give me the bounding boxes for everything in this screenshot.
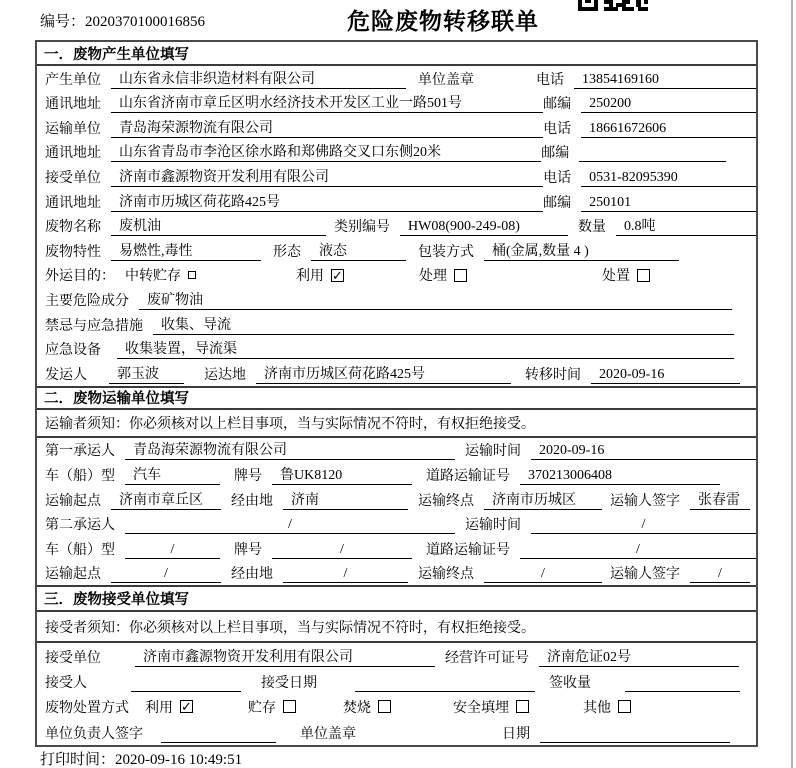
signed-amount-value [625,673,740,692]
recipient-label: 接受人 [45,676,87,692]
disposal-option-storage-label: 贮存 [248,700,276,716]
checkbox-use-checked-icon: ✓ [181,699,192,715]
producer-label: 产生单位 [45,72,101,88]
zip-label: 邮编 [543,97,572,113]
disposal-option-storage [248,697,296,717]
category-label: 类别编号 [334,220,390,236]
transfer-time-value: 2020-09-16 [591,365,740,384]
waste-name-value: 废机油 [111,217,326,236]
carrier1-vehicle-value: 汽车 [125,466,220,485]
row-producer-address [37,91,756,116]
purpose-label: 外运目的： [45,269,115,285]
qr-code-icon [578,0,648,11]
checkbox-treatment-icon [454,269,467,282]
characteristics-label: 废物特性 [45,244,101,260]
transporter-value: 青岛海荣源物流有限公司 [111,119,543,138]
transporter-phone-value: 18661672606 [581,119,756,138]
receiver-notice: 接受者须知：你必须核对以上栏目事项，当与实际情况不符时，有权拒绝接受。 [37,612,756,643]
receiver-zip-value: 250101 [581,193,756,212]
purpose-option-use [296,265,344,285]
purpose-option-disposal-label: 处置 [602,269,630,285]
shipper-value: 郭玉波 [109,365,184,384]
date-label: 日期 [502,726,530,742]
checkbox-incinerate-icon [378,700,391,713]
carrier1-time-value: 2020-09-16 [531,441,756,460]
transporter-label: 运输单位 [45,121,101,137]
zip-label: 邮编 [543,195,572,211]
carrier1-sign-value: 张春雷 [690,491,750,510]
packaging-value: 桶(金属,数量 4 ) [484,242,679,261]
accepting-unit-label: 接受单位 [45,650,101,666]
disposal-option-landfill [453,697,529,717]
disposal-option-other [583,697,631,717]
carrier2-permit-value: / [520,540,756,559]
row-carrier1-vehicle [37,462,756,487]
license-label: 经营许可证号 [445,650,529,666]
manifest-form [35,40,758,747]
end-label: 运输终点 [418,567,474,583]
destination-value: 济南市历城区荷花路425号 [256,365,511,384]
section3-header: 三．废物接受单位填写 [37,585,756,612]
quantity-value: 0.8吨 [616,217,756,236]
row-transporter [37,115,756,140]
end-label: 运输终点 [418,493,474,509]
transporter-notice: 运输者须知：你必须核对以上栏目事项，当与实际情况不符时，有权拒绝接受。 [37,410,756,438]
row-disposal-method [37,694,756,719]
row-carrier2-vehicle [37,536,756,561]
license-value: 济南危证02号 [539,648,739,667]
receiver-label: 接受单位 [45,170,101,186]
carrier1-origin-value: 济南市章丘区 [111,491,221,510]
form-value: 液态 [311,242,406,261]
accept-date-value [355,673,535,692]
carrier2-via-value: / [283,564,408,583]
carrier1-label: 第一承运人 [45,444,115,460]
purpose-option-disposal [602,265,650,285]
page-right-edge [791,0,793,768]
row-carrier2 [37,512,756,537]
phone-label: 电话 [543,121,572,137]
doc-number-value: 2020370100016856 [85,14,206,30]
purpose-option-storage [125,265,196,285]
hazard-label: 主要危险成分 [45,293,129,309]
producer-zip-value: 250200 [581,94,756,113]
address-label: 通讯地址 [45,146,101,162]
row-hazard [37,287,756,312]
form-label: 形态 [273,244,301,260]
doc-number-label: 编号： [40,14,86,30]
plate-label: 牌号 [234,468,262,484]
date-value [540,724,730,743]
print-time [40,748,242,768]
carrier1-via-value: 济南 [283,491,408,510]
row-waste-characteristics [37,238,756,263]
carrier1-plate-value: 鲁UK8120 [272,466,412,485]
waste-name-label: 废物名称 [45,220,101,236]
shipper-label: 发运人 [45,367,87,383]
purpose-option-use-label: 利用 [296,269,324,285]
equipment-value: 收集装置，导流渠 [117,340,734,359]
manager-sign-label: 单位负责人签字 [45,726,143,742]
row-carrier2-route [37,561,756,586]
transport-time-label: 运输时间 [465,444,521,460]
carrier1-value: 青岛海荣源物流有限公司 [125,441,455,460]
disposal-option-incinerate-label: 焚烧 [343,700,371,716]
disposal-option-use-label: 利用 [145,700,173,716]
row-transporter-address [37,140,756,165]
disposal-method-label: 废物处置方式 [45,700,129,716]
unit-seal-label: 单位盖章 [418,72,474,88]
manager-sign-value [161,724,276,743]
producer-value: 山东省永信非织造材料有限公司 [111,70,406,89]
transport-time-label: 运输时间 [465,518,521,534]
accept-date-label: 接受日期 [261,676,317,692]
carrier2-sign-value: / [690,564,750,583]
checkbox-disposal-icon [637,269,650,282]
quantity-label: 数量 [578,220,606,236]
carrier2-vehicle-value: / [125,540,220,559]
checkbox-storage-icon [188,271,196,279]
row-equipment [37,337,756,362]
receiver-address-value: 济南市历城区荷花路425号 [111,193,543,212]
checkbox-storage-icon [283,700,296,713]
row-purpose [37,263,756,288]
disposal-option-use [145,697,193,717]
signed-amount-label: 签收量 [549,676,591,692]
vehicle-type-label: 车（船）型 [45,542,115,558]
row-manager-sign [37,719,756,744]
row-shipper [37,361,756,386]
destination-label: 运达地 [204,367,246,383]
via-label: 经由地 [231,567,273,583]
producer-phone-value: 13854169160 [574,70,756,89]
section1-header: 一．废物产生单位填写 [37,42,756,66]
phone-label: 电话 [543,170,572,186]
row-accepting-unit [37,643,756,668]
receiver-value: 济南市鑫源物资开发利用有限公司 [111,168,543,187]
row-receiver [37,164,756,189]
purpose-option-treatment-label: 处理 [419,269,447,285]
transporter-sign-label: 运输人签字 [610,567,680,583]
zip-label: 邮编 [541,146,570,162]
row-receiver-address [37,189,756,214]
carrier2-plate-value: / [272,540,412,559]
purpose-option-treatment [419,265,467,285]
transporter-address-value: 山东省青岛市李沧区徐水路和郑佛路交叉口东侧20米 [111,143,541,162]
transporter-sign-label: 运输人签字 [610,493,680,509]
checkbox-use-checked-icon: ✓ [332,267,343,283]
accepting-unit-value: 济南市鑫源物资开发利用有限公司 [135,648,435,667]
carrier1-end-value: 济南市历城区 [484,491,602,510]
hazard-value: 废矿物油 [139,291,732,310]
print-time-label: 打印时间： [40,752,116,768]
emergency-value: 收集、导流 [153,316,734,335]
plate-label: 牌号 [234,542,262,558]
unit-seal-label: 单位盖章 [300,726,356,742]
via-label: 经由地 [231,493,273,509]
page-title: 危险废物转移联单 [347,8,539,34]
disposal-option-other-label: 其他 [583,700,611,716]
carrier2-time-value: / [531,515,756,534]
address-label: 通讯地址 [45,195,101,211]
characteristics-value: 易燃性,毒性 [111,242,261,261]
transfer-time-label: 转移时间 [525,367,581,383]
disposal-option-landfill-label: 安全填埋 [453,700,509,716]
vehicle-type-label: 车（船）型 [45,468,115,484]
row-recipient [37,669,756,694]
carrier2-end-value: / [484,564,602,583]
row-waste-name [37,214,756,239]
purpose-option-storage-label: 中转贮存 [125,269,181,285]
carrier2-label: 第二承运人 [45,518,115,534]
address-label: 通讯地址 [45,97,101,113]
row-producer [37,66,756,91]
origin-label: 运输起点 [45,493,101,509]
recipient-value [131,673,241,692]
checkbox-landfill-icon [516,700,529,713]
checkbox-other-icon [618,700,631,713]
phone-label: 电话 [536,72,564,88]
road-permit-label: 道路运输证号 [426,542,510,558]
transporter-zip-value [579,143,726,162]
section2-header: 二．废物运输单位填写 [37,386,756,410]
disposal-option-incinerate [343,697,391,717]
carrier1-permit-value: 370213006408 [520,466,720,485]
origin-label: 运输起点 [45,567,101,583]
print-time-value: 2020-09-16 10:49:51 [115,752,243,768]
receiver-phone-value: 0531-82095390 [581,168,756,187]
carrier2-origin-value: / [111,564,221,583]
packaging-label: 包装方式 [418,244,474,260]
equipment-label: 应急设备 [45,343,101,359]
road-permit-label: 道路运输证号 [426,468,510,484]
producer-address-value: 山东省济南市章丘区明水经济技术开发区工业一路501号 [111,94,543,113]
carrier2-value: / [125,515,455,534]
row-carrier1-route [37,487,756,512]
category-value: HW08(900-249-08) [400,217,568,236]
row-carrier1 [37,438,756,463]
row-emergency [37,312,756,337]
emergency-label: 禁忌与应急措施 [45,318,143,334]
